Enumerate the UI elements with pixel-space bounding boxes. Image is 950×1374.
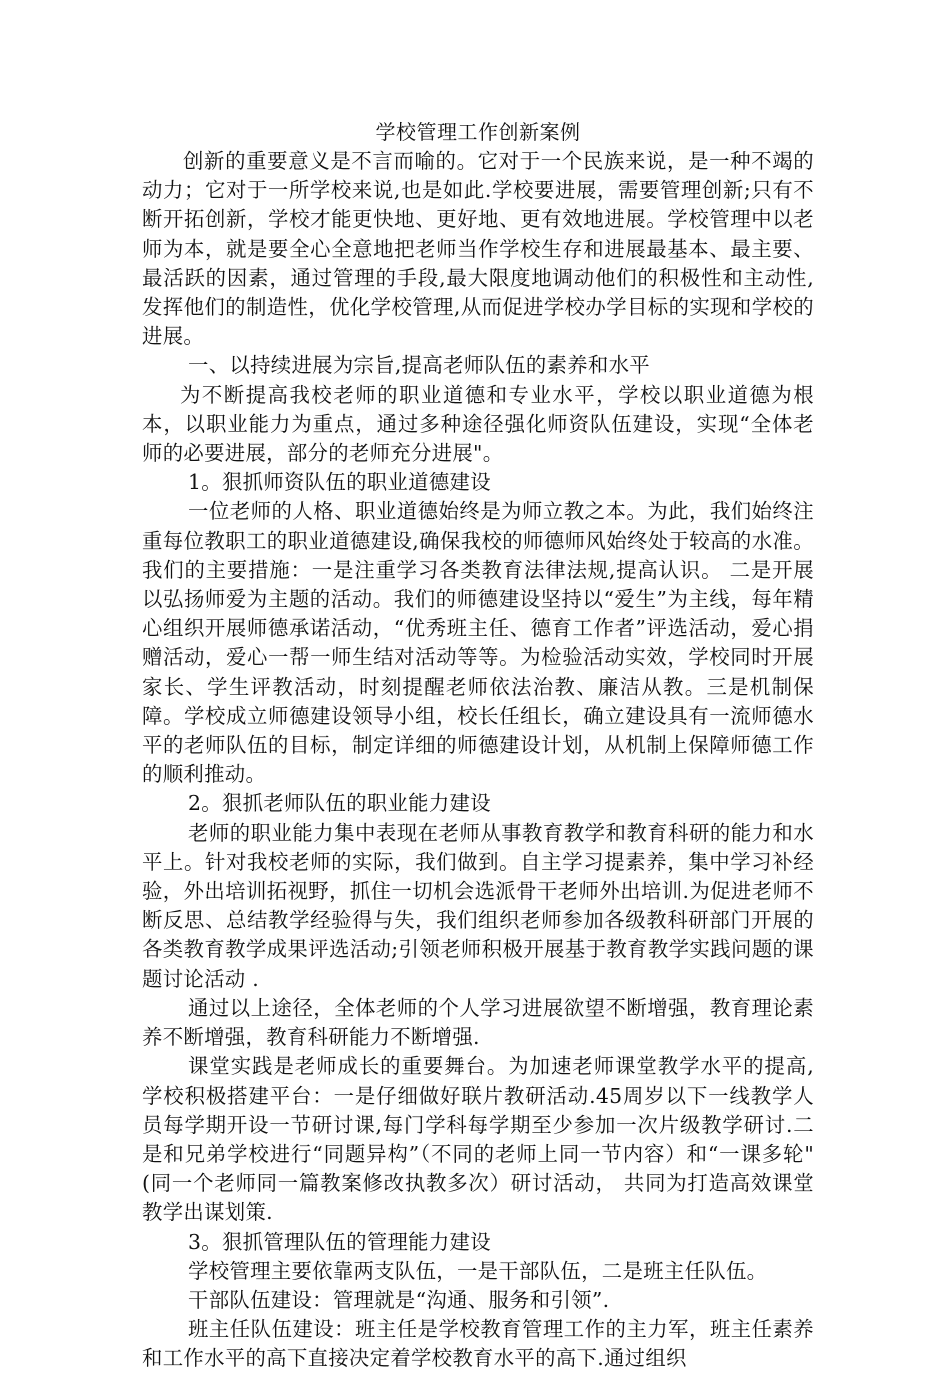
paragraph: 课堂实践是老师成长的重要舞台。为加速老师课堂教学水平的提高,学校积极搭建平台：一是仔细做好联片教研活动.45周岁以下一线教学人员每学期开设一节研讨课,每门学科每学期至少参加一次片级教学研讨.二是和兄弟学校进行“同题异构”（不同的老师上同一节内容）和“一课多轮"(同一个老师同一篇教案修改执教多次）研讨活动， 共同为打造高效课堂教学出谋划策. bbox=[142, 1054, 814, 1225]
paragraph: 3。狠抓管理队伍的管理能力建设 bbox=[188, 1229, 491, 1254]
paragraph: 一位老师的人格、职业道德始终是为师立教之本。为此，我们始终注重每位教职工的职业道德建设,确保我校的师德师风始终处于较高的水准。我们的主要措施：一是注重学习各类教育法律法规,提高认识。 二是开展以弘扬师爱为主题的活动。我们的师德建设坚持以“爱生”为主线，每年精心组织开展师德承诺活动，“优秀班主任、德育工作者”评选活动，爱心捐赠活动，爱心一帮一师生结对活动等等。为检验活动实效，学校同时开展家长、学生评教活动，时刻提醒老师依法治教、廉洁从教。三是机制保障。学校成立师德建设领导小组，校长任组长，确立建设具有一流师德水平的老师队伍的目标，制定详细的师德建设计划，从机制上保障师德工作的顺利推动。 bbox=[142, 499, 814, 787]
paragraph: 为不断提高我校老师的职业道德和专业水平，学校以职业道德为根本，以职业能力为重点，通过多种途径强化师资队伍建设，实现“全体老师的必要进展，部分的老师充分进展"。 bbox=[142, 382, 814, 466]
paragraph: 班主任队伍建设：班主任是学校教育管理工作的主力军，班主任素养和工作水平的高下直接决定着学校教育水平的高下.通过组织 bbox=[142, 1317, 814, 1371]
paragraph: 老师的职业能力集中表现在老师从事教育教学和教育科研的能力和水平上。针对我校老师的实际，我们做到。自主学习提素养，集中学习补经验，外出培训拓视野，抓住一切机会选派骨干老师外出培训.为促进老师不断反思、总结教学经验得与失，我们组织老师参加各级教科研部门开展的各类教育教学成果评选活动;引领老师积极开展基于教育教学实践问题的课题讨论活动 . bbox=[142, 820, 814, 991]
document-page bbox=[142, 118, 814, 1374]
paragraph: 创新的重要意义是不言而喻的。它对于一个民族来说，是一种不竭的动力；它对于一所学校来说,也是如此.学校要进展，需要管理创新;只有不断开拓创新，学校才能更快地、更好地、更有效地进展。学校管理中以老师为本，就是要全心全意地把老师当作学校生存和进展最基本、最主要、最活跃的因素，通过管理的手段,最大限度地调动他们的积极性和主动性,发挥他们的制造性，优化学校管理,从而促进学校办学目标的实现和学校的进展。 bbox=[142, 149, 814, 349]
paragraph: 学校管理主要依靠两支队伍，一是干部队伍，二是班主任队伍。 bbox=[188, 1258, 768, 1283]
document-body bbox=[142, 147, 814, 1374]
document-title: 学校管理工作创新案例 bbox=[375, 120, 581, 144]
paragraph: 干部队伍建设：管理就是“沟通、服务和引领”. bbox=[188, 1287, 610, 1312]
paragraph: 通过以上途径，全体老师的个人学习进展欲望不断增强，教育理论素养不断增强，教育科研能力不断增强. bbox=[142, 995, 814, 1050]
paragraph: 2。狠抓老师队伍的职业能力建设 bbox=[188, 791, 491, 816]
paragraph: 1。狠抓师资队伍的职业道德建设 bbox=[188, 470, 491, 495]
paragraph: 一、以持续进展为宗旨,提高老师队伍的素养和水平 bbox=[188, 353, 650, 378]
